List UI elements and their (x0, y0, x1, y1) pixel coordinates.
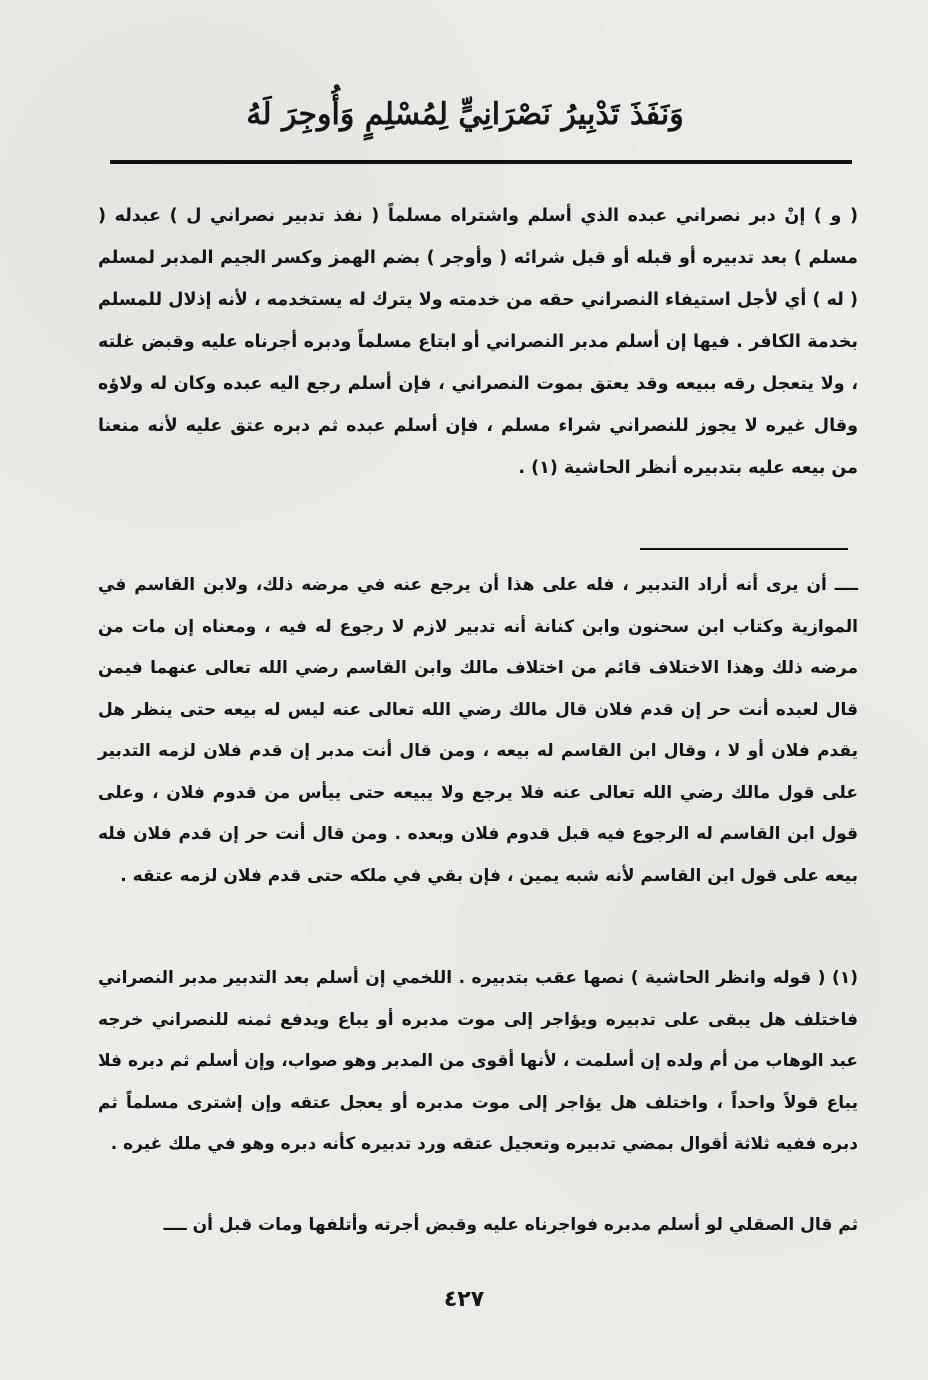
continuation-line: ثم قال الصقلي لو أسلم مدبره فواجرناه عليه وقبض أجرته وأتلفها ومات قبل أن ــــ (163, 1215, 858, 1235)
notes-paragraph: ــــ أن يرى أنه أراد التدبير ، فله على هذا أن يرجع عنه في مرضه ذلك، ولابن القاسم في الموازية وكتاب ابن سحنون وابن كنانة أنه تدبير لازم لا رجوع له فيه ، ومعناه إن مات من مرضه ذلك وهذا الاختلاف قائم من اختلاف مالك وابن القاسم رضي الله تعالى عنهما فيمن قال لعبده أنت حر إن قدم فلان قال مالك رضي الله تعالى عنه ليس له بيعه حتى ينظر هل يقدم فلان أو لا ، وقال ابن القاسم له بيعه ، ومن قال أنت مدبر إن قدم فلان لزمه التدبير على قول مالك رضي الله تعالى عنه فلا يرجع ولا يبيعه حتى ييأس من قدوم فلان ، وعلى قول ابن القاسم له الرجوع فيه قبل قدوم فلان وبعده . ومن قال أنت حر إن قدم فلان فله بيعه على قول ابن القاسم لأنه شبه يمين ، فإن بقي في ملكه حتى قدم فلان لزمه عتقه . (98, 575, 858, 886)
heading-rule (110, 160, 852, 164)
page-number: ٤٢٧ (443, 1287, 485, 1312)
notes-block (98, 565, 858, 897)
main-text-block (98, 195, 858, 489)
main-paragraph: ( و ) إنْ دبر نصراني عبده الذي أسلم واشتراه مسلماً ( نفذ تدبير نصراني ل ) عبدله ( مسلم ) بعد تدبيره أو قبله أو قبل شرائه ( وأوجر ) بضم الهمز وكسر الجيم المدبر لمسلم ( له ) أي لأجل استيفاء النصراني حقه من خدمته ولا يترك له يستخدمه ، لأنه إذلال للمسلم بخدمة الكافر . فيها إن أسلم مدبر النصراني أو ابتاع مسلماً ودبره أجرناه عليه وقبض غلته ، ولا يتعجل رقه ببيعه وقد يعتق بموت النصراني ، فإن أسلم رجع اليه عبده وكان له ولاؤه وقال غيره لا يجوز للنصراني شراء مسلم ، فإن أسلم عبده ثم دبره عتق عليه لأنه منعنا من بيعه عليه بتدبيره أنظر الحاشية (١) . (98, 206, 858, 478)
footnote-block (98, 958, 858, 1166)
section-heading: وَنَفَذَ تَدْبِيرُ نَصْرَانِيٍّ لِمُسْلِمٍ وَأُوجِرَ لَهُ (246, 97, 684, 132)
footnote-paragraph: (١) ( قوله وانظر الحاشية ) نصها عقب بتدبيره . اللخمي إن أسلم بعد التدبير مدبر النصراني فاختلف هل يبقى على تدبيره ويؤاجر إلى موت مدبره أو يباع ويدفع ثمنه للنصراني خرجه عبد الوهاب من أم ولده إن أسلمت ، لأنها أقوى من المدبر وهو صواب، وإن أسلم ثم دبره فلا يباع قولاً واحداً ، واختلف هل يؤاجر إلى موت مدبره أو يعجل عتقه وإن إشترى مسلماً ثم دبره ففيه ثلاثة أقوال بمضي تدبيره وتعجيل عتقه ورد تدبيره كأنه دبره وهو في ملك غيره . (98, 968, 858, 1154)
notes-separator-rule (640, 548, 848, 550)
